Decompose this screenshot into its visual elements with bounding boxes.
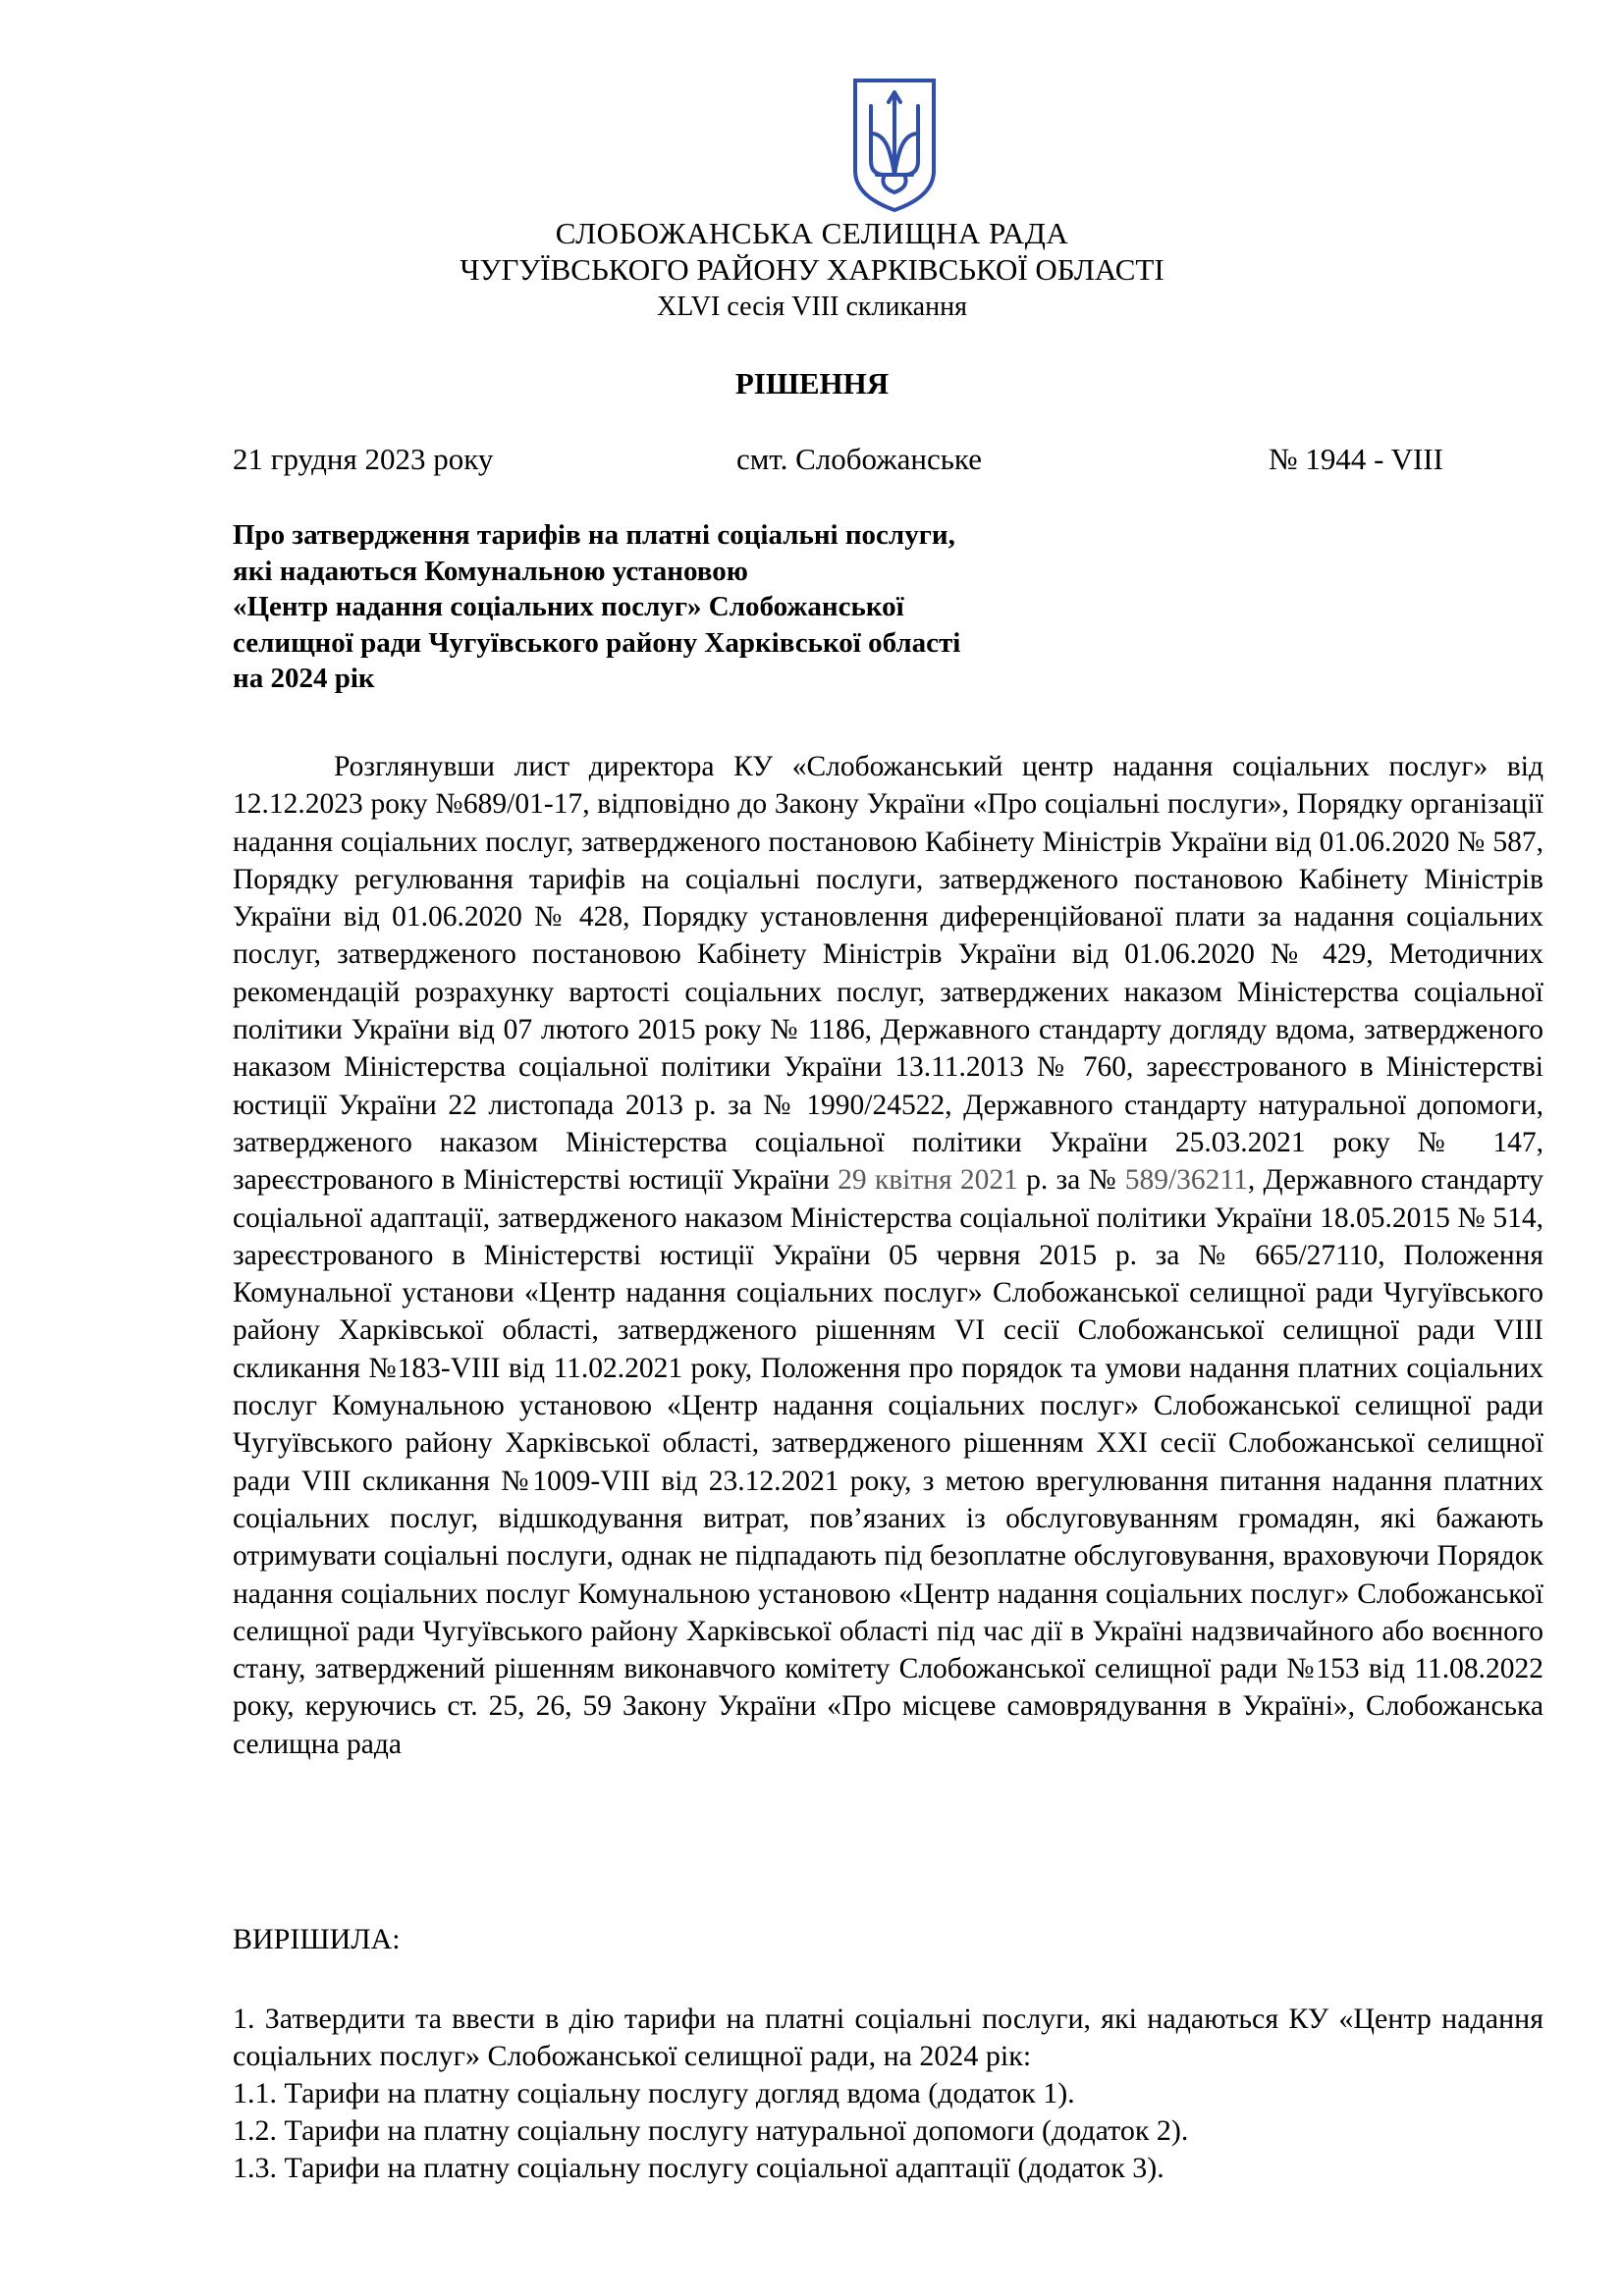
preamble-text: р. за № [1026,1164,1117,1197]
decision-subitem: 1.1. Тарифи на платну соціальну послугу догляд вдома (додаток 1). [233,2077,1075,2109]
decision-subitem: 1.3. Тарифи на платну соціальну послугу соціальної адаптації (додаток 3). [233,2152,1164,2184]
council-name: СЛОБОЖАНСЬКА СЕЛИЩНА РАДА [555,216,1069,250]
preamble-text: Розглянувши лист директора КУ «Слобожанський центр надання соціальних послуг» від 12.12.2023 року №689/01-17, відповідно до Закону України «Про соціальні послуги», Порядку організації надання соціальних послуг, затвердженого постановою Кабінету Міністрів України від 01.06.2020 № 587, Порядку регулювання тарифів на соціальні послуги, затвердженого постановою Кабінету Міністрів України від 01.06.2020 № 428, Порядку установлення диференційованої плати за надання соціальних послуг, затвердженого постановою Кабінету Міністрів України від 01.06.2020 № 429, Методичних рекомендацій розрахунку вартості соціальних послуг, затверджених наказом Міністерства соціальної політики України від 07 лютого 2015 року № 1186, Державного стандарту догляду вдома, затвердженого наказом Міністерства соціальної політики України 13.11.2013 № 760, зареєстрованого в Міністерстві юстиції України 22 листопада 2013 р. за № 1990/24522, Державного стандарту натуральної допомоги, затвердженого наказом Міністерства соціальної політики України 25.03.2021 року № 147, зареєстрованого в Міністерстві юстиції України [233,751,1543,1197]
decision-item: 1. Затвердити та ввести в дію тарифи на платні соціальні послуги, які надаються КУ «Центр надання соціальних послуг» Слобожанської селищної ради, на 2024 рік: [233,2002,1543,2072]
document-title: РІШЕННЯ [734,366,890,400]
decision-subject [233,517,1116,697]
preamble-text: , Державного стандарту соціальної адаптації, затвердженого наказом Міністерства соціальної політики України 18.05.2015 № 514, зареєстрованого в Міністерстві юстиції України 05 червня 2015 р. за № 665/27110, Положення Комунальної установи «Центр надання соціальних послуг» Слобожанської селищної ради Чугуївського району Харківської області, затвердженого рішенням VI сесії Слобожанської селищної ради VIII скликання №183-VIII від 11.02.2021 року, Положення про порядок та умови надання платних соціальних послуг Комунальною установою «Центр надання соціальних послуг» Слобожанської селищної ради Чугуївського району Харківської області, затвердженого рішенням XXI сесії Слобожанської селищної ради VIII скликання №1009-VIII від 23.12.2021 року, з метою врегулювання питання надання платних соціальних послуг, відшкодування витрат, пов’язаних із обслуговуванням громадян, які бажають отримувати соціальні послуги, однак не підпадають під безоплатне обслуговування, враховуючи Порядок надання соціальних послуг Комунальною установою «Центр надання соціальних послуг» Слобожанської селищної ради Чугуївського району Харківської області під час дії в Україні надзвичайного або воєнного стану, затверджений рішенням виконавчого комітету Слобожанської селищної ради №153 від 11.08.2022 року, керуючись ст. 25, 26, 59 Закону України «Про місцеве самоврядування в Україні», Слобожанська селищна рада [233,1164,1544,1760]
decision-date: 21 грудня 2023 року [233,442,494,476]
subject-line: «Центр надання соціальних послуг» Слобожанської [233,591,904,622]
subject-line: селищної ради Чугуївського району Харківської області [233,626,961,659]
district-name: ЧУГУЇВСЬКОГО РАЙОНУ ХАРКІВСЬКОЇ ОБЛАСТІ [460,252,1164,287]
subject-line: які надаються Комунальною установою [233,555,748,587]
registration-date: 29 квітня 2021 [838,1164,1018,1197]
trident-coat-of-arms-icon [849,77,940,214]
preamble-paragraph [233,748,1543,1763]
resolve-heading: ВИРІШИЛА: [233,1923,401,1955]
decision-subitem: 1.2. Тарифи на платну соціальну послугу натуральної допомоги (додаток 2). [233,2114,1189,2147]
registration-number: 589/36211 [1124,1164,1248,1197]
subject-line: Про затвердження тарифів на платні соціальні послуги, [233,519,955,551]
decision-number: № 1944 - VIII [1269,442,1443,476]
session-info: XLVI сесія VIII скликання [657,292,967,322]
decision-items [233,2001,1543,2187]
subject-line: на 2024 рік [233,663,375,694]
decision-place: смт. Слобожанське [736,442,982,476]
